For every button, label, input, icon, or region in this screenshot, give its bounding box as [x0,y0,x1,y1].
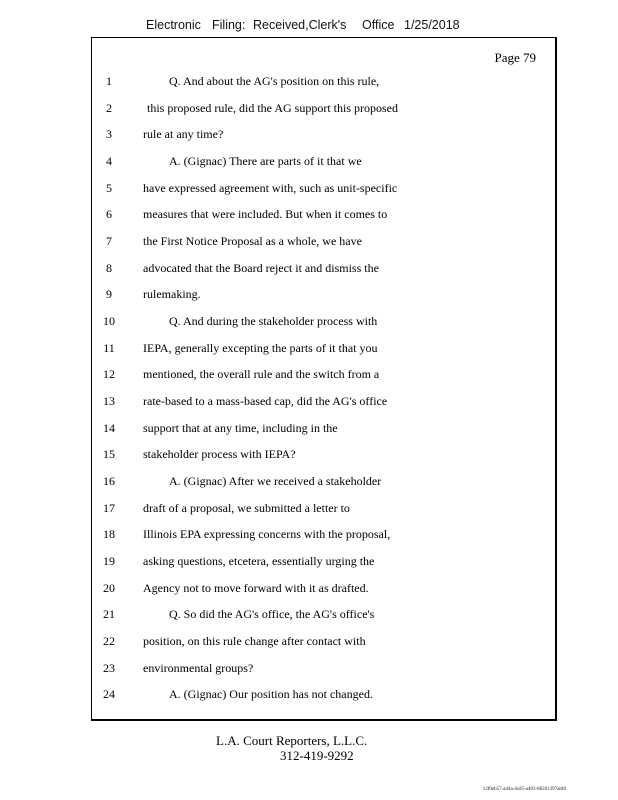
filing-header-word: Office [362,18,395,32]
line-text: Agency not to move forward with it as drafted. [143,581,369,595]
line-text: mentioned, the overall rule and the switch from a [143,367,380,381]
line-number: 5 [106,181,112,195]
court-reporter-phone: 312-419-9292 [280,748,354,763]
page-number: Page 79 [494,50,536,65]
transcript-line [92,99,556,117]
transcript-line [92,499,556,517]
line-text: A. (Gignac) Our position has not changed. [169,687,373,701]
line-number: 2 [106,101,112,115]
transcript-line [92,445,556,463]
transcript-line [92,632,556,650]
line-number: 21 [103,607,115,621]
line-text: IEPA, generally excepting the parts of it that you [143,341,378,355]
transcript-line [92,339,556,357]
line-text: rate-based to a mass-based cap, did the AG's office [143,394,388,408]
line-number: 23 [103,661,115,675]
line-number: 15 [103,447,115,461]
line-text: Q. So did the AG's office, the AG's office's [169,607,375,621]
line-number: 18 [103,527,115,541]
transcript-line [92,285,556,303]
line-number: 17 [103,501,115,515]
transcript-line [92,552,556,570]
transcript-line [92,579,556,597]
transcript-line [92,392,556,410]
line-text: environmental groups? [143,661,254,675]
transcript-line [92,259,556,277]
transcript-line [92,232,556,250]
transcript-line [92,365,556,383]
transcript-line [92,605,556,623]
filing-header-word: Received,Clerk's [253,18,347,32]
transcript-line [92,125,556,143]
transcript-line [92,205,556,223]
filing-header-word: Filing: [212,18,246,32]
line-number: 20 [103,581,115,595]
line-text: stakeholder process with IEPA? [143,447,296,461]
filing-header-word: Electronic [146,18,201,32]
transcript-line [92,472,556,490]
line-text: A. (Gignac) After we received a stakeholder [169,474,382,488]
line-number: 9 [106,287,112,301]
line-number: 14 [103,421,115,435]
line-number: 1 [106,74,112,88]
line-number: 22 [103,634,115,648]
line-number: 19 [103,554,115,568]
line-text: Illinois EPA expressing concerns with the proposal, [143,527,391,541]
line-text: rulemaking. [143,287,201,301]
transcript-line [92,419,556,437]
transcript-line [92,685,556,703]
line-number: 16 [103,474,115,488]
line-number: 3 [106,127,112,141]
transcript-line [92,72,556,90]
line-number: 4 [106,154,112,168]
transcript-line [92,179,556,197]
filing-stamp-header [0,18,618,36]
transcript-page [91,37,557,721]
line-text: support that at any time, including in the [143,421,338,435]
line-text: this proposed rule, did the AG support this proposed [147,101,398,115]
line-text: the First Notice Proposal as a whole, we have [143,234,362,248]
court-reporter-name: L.A. Court Reporters, L.L.C. [216,733,368,748]
line-number: 10 [103,314,115,328]
line-number: 8 [106,261,112,275]
line-text: Q. And about the AG's position on this rule, [169,74,380,88]
line-text: advocated that the Board reject it and dismiss the [143,261,379,275]
line-text: Q. And during the stakeholder process with [169,314,378,328]
transcript-line [92,312,556,330]
transcript-line [92,659,556,677]
document-id: 12f0eb57-a44a-4cd5-a403-88261397abfd [482,787,566,792]
line-number: 7 [106,234,112,248]
line-number: 24 [103,687,115,701]
line-text: asking questions, etcetera, essentially urging the [143,554,375,568]
line-number: 6 [106,207,112,221]
filing-header-date: 1/25/2018 [404,18,460,32]
transcript-line [92,152,556,170]
line-text: measures that were included. But when it comes to [143,207,388,221]
line-text: draft of a proposal, we submitted a letter to [143,501,350,515]
line-text: A. (Gignac) There are parts of it that we [169,154,362,168]
line-text: have expressed agreement with, such as unit-specific [143,181,398,195]
line-text: position, on this rule change after contact with [143,634,366,648]
line-text: rule at any time? [143,127,224,141]
transcript-line [92,525,556,543]
line-number: 13 [103,394,115,408]
line-number: 12 [103,367,115,381]
line-number: 11 [103,341,115,355]
